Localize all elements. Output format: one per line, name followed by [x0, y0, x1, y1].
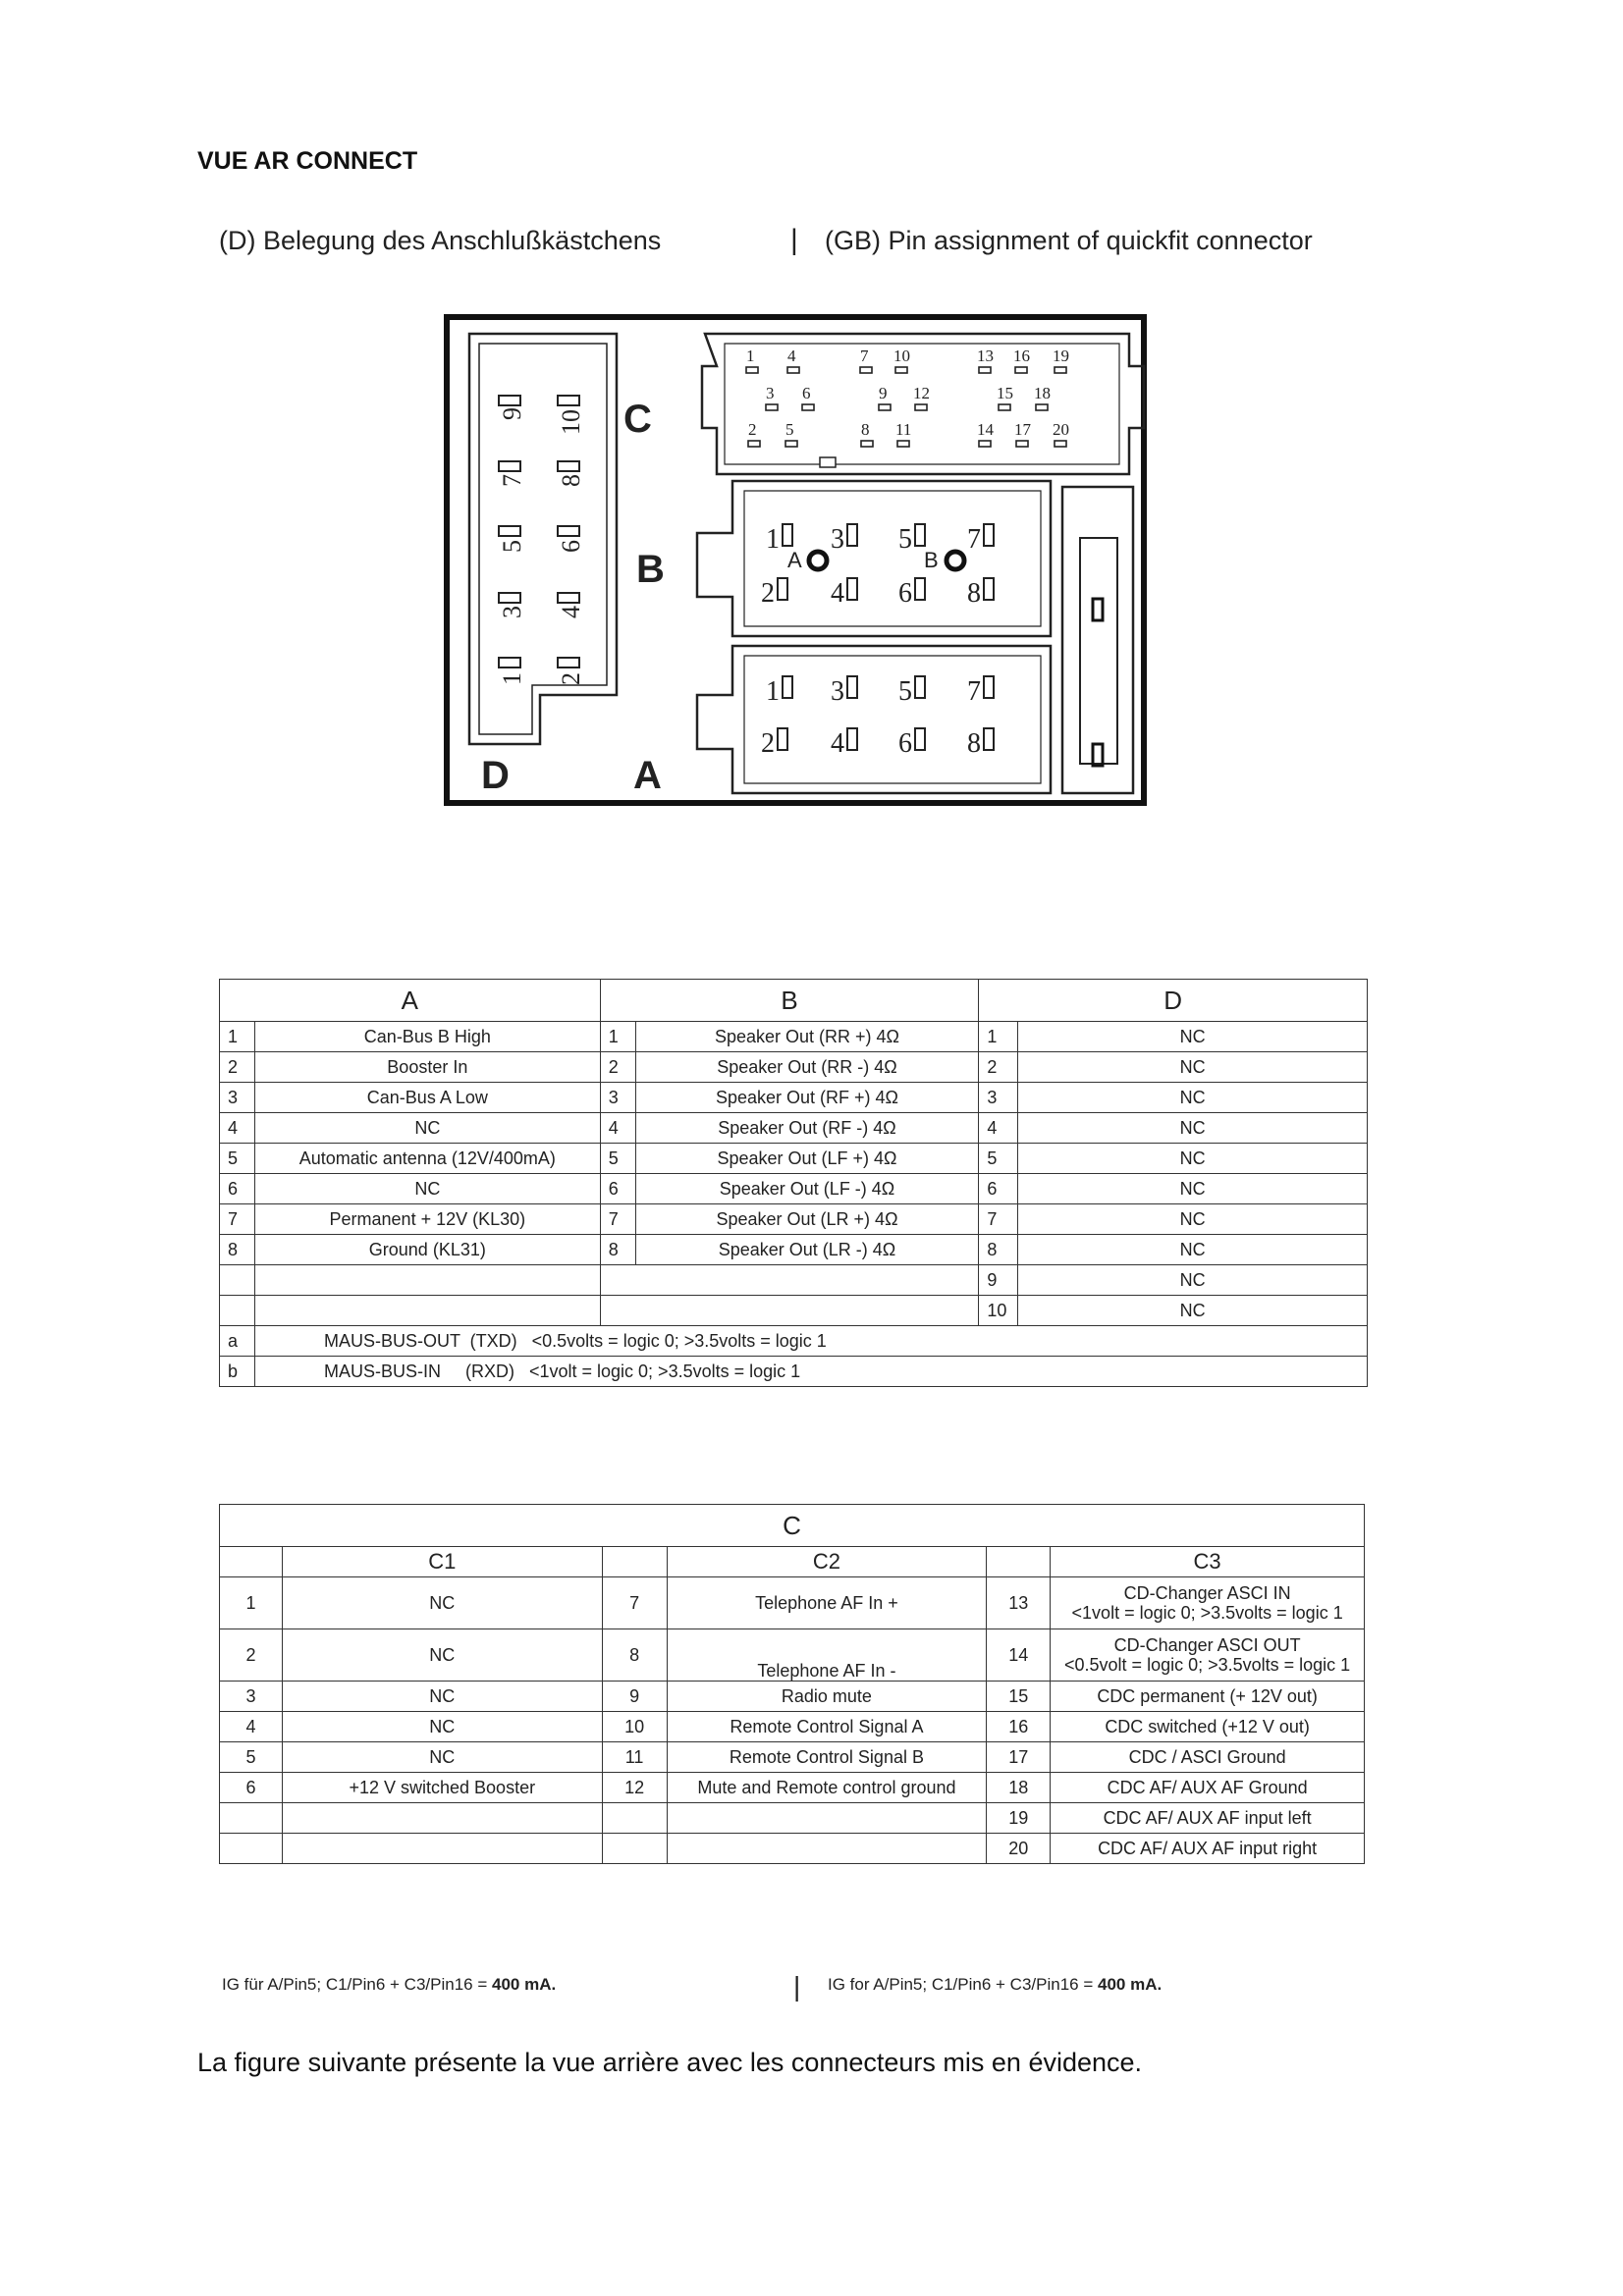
- cell: NC: [282, 1742, 602, 1773]
- cell: NC: [1018, 1083, 1368, 1113]
- cell: [220, 1547, 283, 1577]
- header-c2: C2: [667, 1547, 987, 1577]
- cell: Speaker Out (LR -) 4Ω: [635, 1235, 979, 1265]
- header-c: C: [220, 1505, 1365, 1547]
- pin-b-1: 1: [766, 524, 780, 555]
- pin-c-17: 17: [1014, 420, 1031, 439]
- cell: CDC AF/ AUX AF input right: [1051, 1834, 1365, 1864]
- header-b: B: [600, 980, 979, 1022]
- table-row: [220, 1682, 1365, 1712]
- table-row: [220, 1742, 1365, 1773]
- cell: NC: [1018, 1204, 1368, 1235]
- cell: 3: [600, 1083, 635, 1113]
- table-row: [220, 1712, 1365, 1742]
- cell: 7: [979, 1204, 1018, 1235]
- cell: 10: [602, 1712, 667, 1742]
- cell: 5: [220, 1742, 283, 1773]
- header-a: A: [220, 980, 601, 1022]
- pin-c-19: 19: [1053, 347, 1069, 365]
- cell: NC: [1018, 1296, 1368, 1326]
- cell: 4: [220, 1113, 255, 1144]
- cell: Speaker Out (RF -) 4Ω: [635, 1113, 979, 1144]
- cell: Radio mute: [667, 1682, 987, 1712]
- pin-a-6: 6: [898, 728, 912, 759]
- cell: 3: [220, 1682, 283, 1712]
- pin-d-5: 5: [498, 540, 526, 553]
- table-row: [220, 1577, 1365, 1629]
- cell: CDC permanent (+ 12V out): [1051, 1682, 1365, 1712]
- cell: 15: [987, 1682, 1051, 1712]
- cell: 18: [987, 1773, 1051, 1803]
- cell: 7: [602, 1577, 667, 1629]
- pin-d-2: 2: [557, 672, 585, 685]
- pin-a-1: 1: [766, 676, 780, 707]
- table-row: [220, 1296, 1368, 1326]
- cell: NC: [1018, 1113, 1368, 1144]
- table-row: [220, 1052, 1368, 1083]
- cell: NC: [282, 1682, 602, 1712]
- table-row: [220, 1174, 1368, 1204]
- cell: MAUS-BUS-OUT (TXD) <0.5volts = logic 0; >3.5volts = logic 1: [254, 1326, 1367, 1357]
- cell: 2: [220, 1052, 255, 1083]
- label-a: A: [633, 754, 662, 797]
- cell-line: <0.5volt = logic 0; >3.5volts = logic 1: [1064, 1655, 1351, 1675]
- cell: 6: [220, 1773, 283, 1803]
- pin-b-4: 4: [831, 578, 844, 609]
- cell: NC: [282, 1577, 602, 1629]
- table-row: [220, 1022, 1368, 1052]
- cell: 6: [979, 1174, 1018, 1204]
- cell: MAUS-BUS-IN (RXD) <1volt = logic 0; >3.5volts = logic 1: [254, 1357, 1367, 1387]
- document-caption: La figure suivante présente la vue arrière avec les connecteurs mis en évidence.: [197, 2048, 1143, 2077]
- pin-d-1: 1: [498, 672, 526, 685]
- pin-c-9: 9: [879, 384, 888, 402]
- heading-german: (D) Belegung des Anschlußkästchens: [219, 226, 662, 255]
- cell: Speaker Out (LF -) 4Ω: [635, 1174, 979, 1204]
- pin-c-4: 4: [787, 347, 796, 365]
- cell: Remote Control Signal B: [667, 1742, 987, 1773]
- cell: Mute and Remote control ground: [667, 1773, 987, 1803]
- cell: NC: [1018, 1174, 1368, 1204]
- cell: NC: [282, 1712, 602, 1742]
- cell: 5: [600, 1144, 635, 1174]
- cell: 8: [602, 1629, 667, 1682]
- cell: Can-Bus B High: [254, 1022, 600, 1052]
- pin-b-label: B: [924, 548, 939, 572]
- pin-c-5: 5: [785, 420, 794, 439]
- cell: 9: [602, 1682, 667, 1712]
- cell: 9: [979, 1265, 1018, 1296]
- heading-english: (GB) Pin assignment of quickfit connector: [825, 226, 1313, 255]
- cell: 2: [220, 1629, 283, 1682]
- pin-a-8: 8: [967, 728, 981, 759]
- pin-c-14: 14: [977, 420, 994, 439]
- footer-note-german-text: IG für A/Pin5; C1/Pin6 + C3/Pin16 =: [222, 1975, 492, 1994]
- cell: [602, 1803, 667, 1834]
- table-row: [220, 1803, 1365, 1834]
- cell: [220, 1296, 255, 1326]
- cell: [1051, 1577, 1365, 1629]
- cell: [220, 1834, 283, 1864]
- cell: Speaker Out (RR -) 4Ω: [635, 1052, 979, 1083]
- pin-c-8: 8: [861, 420, 870, 439]
- pin-d-3: 3: [498, 606, 526, 618]
- cell: [220, 1803, 283, 1834]
- pin-d-10: 10: [557, 409, 585, 435]
- pin-b-8: 8: [967, 578, 981, 609]
- cell: [282, 1834, 602, 1864]
- pin-c-18: 18: [1034, 384, 1051, 402]
- table-row: [220, 1629, 1365, 1682]
- cell: a: [220, 1326, 255, 1357]
- cell: Speaker Out (RF +) 4Ω: [635, 1083, 979, 1113]
- pin-c-1: 1: [746, 347, 755, 365]
- cell: NC: [1018, 1022, 1368, 1052]
- cell: CDC AF/ AUX AF Ground: [1051, 1773, 1365, 1803]
- table-row: [220, 1357, 1368, 1387]
- pin-c-12: 12: [913, 384, 930, 402]
- cell: CDC AF/ AUX AF input left: [1051, 1803, 1365, 1834]
- cell-line: <1volt = logic 0; >3.5volts = logic 1: [1071, 1603, 1343, 1623]
- pin-a-3: 3: [831, 676, 844, 707]
- cell: NC: [1018, 1052, 1368, 1083]
- cell: 8: [600, 1235, 635, 1265]
- cell: [602, 1834, 667, 1864]
- cell: 1: [220, 1577, 283, 1629]
- cell: 7: [220, 1204, 255, 1235]
- table-row: [220, 1113, 1368, 1144]
- cell: 8: [979, 1235, 1018, 1265]
- pin-c-15: 15: [997, 384, 1013, 402]
- pin-b-2: 2: [761, 578, 775, 609]
- table-row: [220, 1144, 1368, 1174]
- footer-note-german-value: 400 mA.: [492, 1975, 557, 1994]
- table-row: [220, 1265, 1368, 1296]
- footer-note-english-value: 400 mA.: [1098, 1975, 1163, 1994]
- pin-d-9: 9: [498, 407, 526, 420]
- cell: Remote Control Signal A: [667, 1712, 987, 1742]
- cell: 11: [602, 1742, 667, 1773]
- cell: [600, 1296, 979, 1326]
- cell: 3: [979, 1083, 1018, 1113]
- table-row: [220, 1834, 1365, 1864]
- cell: b: [220, 1357, 255, 1387]
- cell: [667, 1834, 987, 1864]
- pin-b-7: 7: [967, 524, 981, 555]
- pin-c-6: 6: [802, 384, 811, 402]
- cell: 2: [600, 1052, 635, 1083]
- pin-c-2: 2: [748, 420, 757, 439]
- pin-c-13: 13: [977, 347, 994, 365]
- pin-a-5: 5: [898, 676, 912, 707]
- cell: CDC / ASCI Ground: [1051, 1742, 1365, 1773]
- cell: 6: [220, 1174, 255, 1204]
- cell: 6: [600, 1174, 635, 1204]
- pin-table-c: [219, 1504, 1365, 1864]
- table-row: [220, 1204, 1368, 1235]
- cell: NC: [254, 1113, 600, 1144]
- cell: 5: [979, 1144, 1018, 1174]
- cell: Telephone AF In +: [667, 1577, 987, 1629]
- cell: Ground (KL31): [254, 1235, 600, 1265]
- cell: 17: [987, 1742, 1051, 1773]
- cell: [1051, 1629, 1365, 1682]
- cell: [220, 1265, 255, 1296]
- cell: +12 V switched Booster: [282, 1773, 602, 1803]
- cell: Speaker Out (RR +) 4Ω: [635, 1022, 979, 1052]
- cell: Telephone AF In -: [667, 1629, 987, 1682]
- cell: 4: [600, 1113, 635, 1144]
- table-row: [220, 1773, 1365, 1803]
- footer-note-german: [222, 1975, 556, 1995]
- pin-a-2: 2: [761, 728, 775, 759]
- cell: Booster In: [254, 1052, 600, 1083]
- footer-note-english-text: IG for A/Pin5; C1/Pin6 + C3/Pin16 =: [828, 1975, 1098, 1994]
- pin-b-5: 5: [898, 524, 912, 555]
- cell: Can-Bus A Low: [254, 1083, 600, 1113]
- pin-c-20: 20: [1053, 420, 1069, 439]
- pin-d-7: 7: [498, 474, 526, 487]
- pin-c-10: 10: [893, 347, 910, 365]
- cell: 10: [979, 1296, 1018, 1326]
- pin-c-11: 11: [895, 420, 912, 439]
- document-title: VUE AR CONNECT: [197, 147, 418, 175]
- connector-diagram: [442, 312, 1149, 808]
- cell: [602, 1547, 667, 1577]
- pin-d-4: 4: [557, 606, 585, 618]
- header-c1: C1: [282, 1547, 602, 1577]
- cell-line: CD-Changer ASCI IN: [1123, 1583, 1291, 1603]
- table-row: [220, 1083, 1368, 1113]
- cell: 7: [600, 1204, 635, 1235]
- pin-b-3: 3: [831, 524, 844, 555]
- cell: Permanent + 12V (KL30): [254, 1204, 600, 1235]
- cell: [987, 1547, 1051, 1577]
- footer-separator: |: [793, 1971, 801, 2002]
- table-row: [220, 1326, 1368, 1357]
- cell: 19: [987, 1803, 1051, 1834]
- cell: Automatic antenna (12V/400mA): [254, 1144, 600, 1174]
- cell: [254, 1296, 600, 1326]
- cell: 12: [602, 1773, 667, 1803]
- cell: [282, 1803, 602, 1834]
- cell: NC: [254, 1174, 600, 1204]
- cell: 1: [979, 1022, 1018, 1052]
- pin-b-6: 6: [898, 578, 912, 609]
- pin-d-8: 8: [557, 474, 585, 487]
- pin-a-7: 7: [967, 676, 981, 707]
- cell: 5: [220, 1144, 255, 1174]
- header-d: D: [979, 980, 1368, 1022]
- pin-a-label: A: [787, 548, 802, 572]
- cell-line: CD-Changer ASCI OUT: [1113, 1635, 1301, 1655]
- cell: [254, 1265, 600, 1296]
- label-b: B: [636, 548, 665, 591]
- header-c3: C3: [1051, 1547, 1365, 1577]
- cell: 20: [987, 1834, 1051, 1864]
- cell: NC: [1018, 1235, 1368, 1265]
- cell: 4: [220, 1712, 283, 1742]
- cell: NC: [1018, 1144, 1368, 1174]
- heading-separator: |: [790, 224, 798, 256]
- cell: 4: [979, 1113, 1018, 1144]
- cell: 2: [979, 1052, 1018, 1083]
- cell: Speaker Out (LR +) 4Ω: [635, 1204, 979, 1235]
- pin-table-abd: [219, 979, 1368, 1387]
- pin-c-3: 3: [766, 384, 775, 402]
- cell: 1: [220, 1022, 255, 1052]
- label-c: C: [623, 398, 652, 441]
- table-row: [220, 1235, 1368, 1265]
- cell: 16: [987, 1712, 1051, 1742]
- cell: [600, 1265, 979, 1296]
- cell: CDC switched (+12 V out): [1051, 1712, 1365, 1742]
- cell: 8: [220, 1235, 255, 1265]
- label-d: D: [481, 754, 510, 797]
- pin-d-6: 6: [557, 540, 585, 553]
- pin-c-7: 7: [860, 347, 869, 365]
- cell: 14: [987, 1629, 1051, 1682]
- cell: 13: [987, 1577, 1051, 1629]
- footer-note-english: [828, 1975, 1162, 1995]
- cell: NC: [282, 1629, 602, 1682]
- cell: [667, 1803, 987, 1834]
- cell: 3: [220, 1083, 255, 1113]
- pin-c-16: 16: [1013, 347, 1030, 365]
- cell: 1: [600, 1022, 635, 1052]
- cell: NC: [1018, 1265, 1368, 1296]
- cell: Speaker Out (LF +) 4Ω: [635, 1144, 979, 1174]
- pin-a-4: 4: [831, 728, 844, 759]
